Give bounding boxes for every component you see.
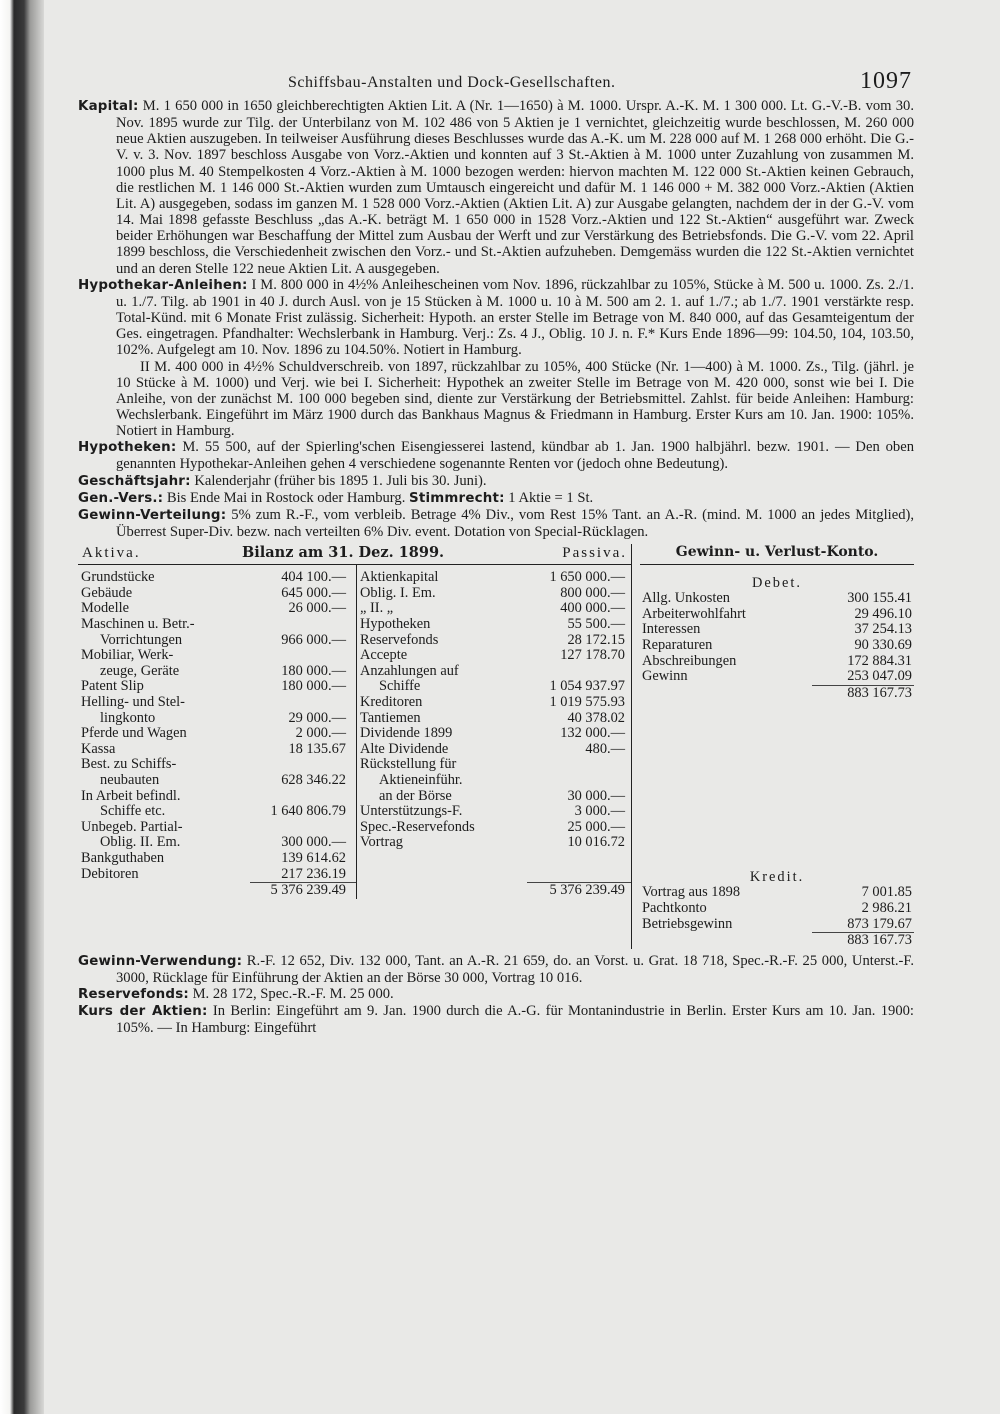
passiva-row-value: 400 000.— <box>560 600 625 617</box>
passiva-row-label: Accepte <box>360 647 408 664</box>
aktiva-row-value <box>250 695 356 711</box>
aktiva-row <box>78 617 356 633</box>
passiva-row <box>357 804 631 820</box>
aktiva-row-label: Mobiliar, Werk- <box>81 647 174 664</box>
kredit-row <box>640 885 914 901</box>
passiva-row-value: 3 000.— <box>574 803 625 820</box>
passiva-row <box>357 835 631 851</box>
aktiva-row-label: Best. zu Schiffs- <box>81 756 177 773</box>
debet-row-label: Interessen <box>642 621 701 638</box>
financial-tables <box>78 544 914 949</box>
aktiva-row-value <box>250 617 356 633</box>
passiva-row-value <box>527 773 631 789</box>
section-label: Gewinn-Verteilung: <box>78 507 227 523</box>
aktiva-total <box>78 882 356 899</box>
aktiva-total-value: 5 376 239.49 <box>250 882 356 899</box>
aktiva-row <box>78 742 356 758</box>
passiva-row <box>357 617 631 633</box>
section-text: Kalenderjahr (früher bis 1895 1. Juli bis 30. Juni). <box>190 472 487 489</box>
passiva-row-label: Aktienkapital <box>360 569 439 586</box>
section-text-stimmrecht: 1 Aktie = 1 St. <box>504 489 594 506</box>
passiva-row-label: Aktieneinführ. <box>379 771 463 788</box>
passiva-row-label: Rückstellung für <box>360 756 457 773</box>
section-text: M. 28 172, Spec.-R.-F. M. 25 000. <box>188 986 394 1003</box>
section-text: R.-F. 12 652, Div. 132 000, Tant. an A.-R. 21 659, do. an Vorst. u. Grat. 18 718, Spec.-R.-F. 25 000, Unterst.-F. 3000, Rücklage für Einführung der Aktien an der Börse 30 000, Vortrag 10 016. <box>116 952 914 986</box>
passiva-row-label: Spec.-Reservefonds <box>360 818 475 835</box>
section-label: Reservefonds: <box>78 987 189 1003</box>
kredit-row-value: 2 986.21 <box>861 899 912 916</box>
debet-row-value: 37 254.13 <box>854 621 912 638</box>
debet-row <box>640 591 914 607</box>
aktiva-row <box>78 820 356 836</box>
aktiva-row <box>78 601 356 617</box>
passiva-spacer <box>357 851 631 867</box>
kredit-row-label: Betriebsgewinn <box>642 915 733 932</box>
passiva-spacer <box>357 867 631 883</box>
aktiva-row-label: Bankguthaben <box>81 849 165 866</box>
debet-row-label: Allg. Unkosten <box>642 590 730 607</box>
aktiva-row-label: Maschinen u. Betr.- <box>81 616 195 632</box>
aktiva-row-value: 300 000.— <box>281 834 346 851</box>
section-gen-vers <box>78 490 914 507</box>
debet-label: Debet. <box>752 575 802 592</box>
aktiva-row-value <box>250 757 356 773</box>
section-gewinn-verwendung <box>78 953 914 986</box>
gewinn-verlust-konto <box>632 544 914 949</box>
header-title: Schiffsbau-Anstalten und Dock-Gesellschaften. <box>288 74 616 91</box>
aktiva-row-value: 645 000.— <box>281 584 346 601</box>
section-text: II M. 400 000 in 4½% Schuldverschreib. von 1897, rückzahlbar zu 105%, 400 Stücke (Nr. 1—400) à M. 1000. Zs., Tilg. (jährl. je 10 Stücke à M. 1000) und Verj. wie bei I. Sicherheit: Hypothek an zweiter Stelle im Betrage von M. 420 000, sonst wie bei I. Die Anleihe, von der zunächst M. 100 000 begeben sind, diente zur Verstärkung der Betriebsmittel. Zahlst. für beide Anleihen: Hamburg: Wechslerbank. Eingeführt im März 1900 durch das Bankhaus Magnus & Friedmann in Hamburg. Erster Kurs am 10. Jan. 1900: 105%. Notiert in Hamburg. <box>116 358 914 440</box>
guv-title: Gewinn- u. Verlust-Konto. <box>640 544 914 565</box>
passiva-row-value: 1 054 937.97 <box>549 678 625 695</box>
passiva-row-value: 25 000.— <box>567 818 625 835</box>
passiva-row-label: Unterstützungs-F. <box>360 803 463 820</box>
aktiva-row-label: Unbegeb. Partial- <box>81 818 183 835</box>
aktiva-row-value: 180 000.— <box>281 678 346 695</box>
debet-row-label: Reparaturen <box>642 637 713 653</box>
passiva-row-label: Dividende 1899 <box>360 725 453 742</box>
bilanz-title: Bilanz am 31. Dez. 1899. <box>242 544 445 562</box>
section-text: In Berlin: Eingeführt am 9. Jan. 1900 durch die A.-G. für Montanindustrie in Berlin. Erster Kurs am 10. Jan. 1900: 105%. — In Hamburg: Eingeführt <box>116 1003 914 1037</box>
aktiva-row-value <box>250 789 356 805</box>
debet-total <box>640 685 914 702</box>
kredit-total <box>640 932 914 949</box>
aktiva-row-label: Grundstücke <box>81 569 155 586</box>
text-bottom <box>78 953 914 1037</box>
passiva-row-label: Schiffe <box>379 678 421 695</box>
aktiva-row-label: neubauten <box>100 771 160 788</box>
section-kurs-der-aktien <box>78 1003 914 1036</box>
passiva-row <box>357 633 631 649</box>
passiva-total-value: 5 376 239.49 <box>527 882 631 899</box>
passiva-row-label: Vortrag <box>360 834 403 851</box>
bilanz-table <box>78 544 632 949</box>
kredit-total-label <box>640 932 812 949</box>
passiva-row-value: 800 000.— <box>560 584 625 601</box>
aktiva-row-value: 404 100.— <box>281 569 346 586</box>
passiva-row-value: 28 172.15 <box>567 631 625 648</box>
aktiva-row-label: Schiffe etc. <box>100 803 166 820</box>
section-label: Hypothekar-Anleihen: <box>78 277 248 293</box>
section-hypothekar-anleihen <box>78 277 914 359</box>
passiva-row-label: Tantiemen <box>360 709 421 726</box>
aktiva-row-label: Oblig. II. Em. <box>100 834 181 851</box>
aktiva-row <box>78 757 356 773</box>
aktiva-row-value: 139 614.62 <box>281 849 346 866</box>
aktiva-row <box>78 835 356 851</box>
aktiva-total-label <box>78 882 250 899</box>
section-label: Gen.-Vers.: <box>78 490 164 506</box>
kredit-row-value: 873 179.67 <box>847 915 912 932</box>
aktiva-row <box>78 773 356 789</box>
aktiva-row <box>78 851 356 867</box>
section-text: M. 1 650 000 in 1650 gleichberechtigten Aktien Lit. A (Nr. 1—1650) à M. 1000. Urspr. A.-K. M. 1 300 000. Lt. G.-V.-B. vom 30. Nov. 1895 wurde zur Tilg. der Unterbilanz von M. 102 486 von 5 Aktien je 1 vernichtet, gleichzeitig wurde beschlossen, M. 260 000 neue Aktien auszugeben. In teilweiser Ausführung dieses Beschlusses wurde das A.-K. um M. 228 000 auf M. 1 268 000 erhöht. Die G.-V. v. 3. Nov. 1897 beschloss Ausgabe von Vorz.-Aktien und konnten auf 3 St.-Aktien à M. 1000 unter Zuzahlung von zusammen M. 1000 plus M. 40 Stempelkosten 4 Vorz.-Aktien à M. 1000 bezogen werden: hiervon machten M. 122 000 St.-Aktien keinen Gebrauch, die restlichen M. 1 146 000 St.-Aktien wurden zum Umtausch eingereicht und dafür M. 1 146 000 + M. 382 000 Vorz.-Aktien (Aktien Lit. A) ausgegeben, sodass im ganzen M. 1 528 000 Vorz.-Aktien (Aktien Lit. A) zur Ausgabe gelangten, nachdem der in der G.-V. vom 14. Mai 1898 gefasste Beschluss „das A.-K. beträgt M. 1 650 000 in 1528 Vorz.-Aktien und 122 St.-Aktien“ ausgeführt war. Zweck beider Erhöhungen war Beschaffung der Mittel zum Ausbau der Werft und zur Verstärkung des Betriebsfonds. Die G.-V. vom 22. April 1899 beschloss, die Verschiedenheit zwischen den Vorz.- und St.-Aktien aufzuheben. Demgemäss wurden die 122 St.-Aktien vernichtet und an deren Stelle 122 neue Aktien Lit. A ausgegeben. <box>116 98 914 277</box>
bilanz-header <box>78 544 631 565</box>
aktiva-row <box>78 867 356 883</box>
guv-body <box>640 565 914 949</box>
passiva-row-value <box>527 757 631 773</box>
aktiva-row <box>78 679 356 695</box>
passiva-total-label <box>357 882 527 899</box>
passiva-row <box>357 570 631 586</box>
passiva-row-value: 40 378.02 <box>567 709 625 726</box>
aktiva-row <box>78 789 356 805</box>
text-top <box>78 98 914 540</box>
passiva-row <box>357 586 631 602</box>
section-hypotheken <box>78 439 914 472</box>
passiva-row-label: Reservefonds <box>360 631 439 648</box>
passiva-row <box>357 711 631 727</box>
debet-row <box>640 607 914 623</box>
aktiva-row <box>78 664 356 680</box>
section-kapital <box>78 98 914 277</box>
passiva-row-value: 480.— <box>585 740 625 757</box>
kredit-row <box>640 917 914 933</box>
passiva-row-value: 30 000.— <box>567 787 625 804</box>
aktiva-row-value: 29 000.— <box>288 709 346 726</box>
section-text: 5% zum R.-F., vom verbleib. Betrage 4% Div., vom Rest 15% Tant. an A.-R. (mind. M. 1000 an jedes Mitglied), Überrest Super-Div. bezw. nach verteilten 6% Div. event. Dotation von Special-Rücklagen. <box>116 506 914 541</box>
debet-row <box>640 622 914 638</box>
kredit-label: Kredit. <box>749 869 805 886</box>
passiva-row-label: Anzahlungen auf <box>360 662 459 679</box>
aktiva-row-label: Debitoren <box>81 865 139 882</box>
passiva-row-label: an der Börse <box>379 787 452 804</box>
passiva-row-value: 1 650 000.— <box>549 569 625 586</box>
passiva-row-label: Alte Dividende <box>360 740 449 757</box>
debet-row-value: 90 330.69 <box>854 637 912 653</box>
aktiva-row <box>78 570 356 586</box>
page-number: 1097 <box>860 68 912 94</box>
debet-total-label <box>640 685 812 702</box>
aktiva-row <box>78 711 356 727</box>
passiva-row <box>357 601 631 617</box>
debet-row-label: Abschreibungen <box>642 652 737 669</box>
kredit-total-value: 883 167.73 <box>812 932 914 949</box>
passiva-row-value: 55 500.— <box>567 616 625 632</box>
aktiva-row-label: Pferde und Wagen <box>81 725 187 742</box>
kredit-row <box>640 901 914 917</box>
debet-row <box>640 638 914 654</box>
aktiva-row <box>78 586 356 602</box>
aktiva-row-value <box>250 820 356 836</box>
passiva-row-label: Oblig. I. Em. <box>360 584 436 601</box>
kredit-row-label: Pachtkonto <box>642 899 707 916</box>
section-hypothekar-anleihe-ii <box>78 359 914 440</box>
kredit-row-label: Vortrag aus 1898 <box>642 884 741 901</box>
aktiva-row-value: 18 135.67 <box>288 740 346 757</box>
document-page <box>78 68 914 1037</box>
aktiva-row-value: 966 000.— <box>281 631 346 648</box>
aktiva-column <box>78 565 357 898</box>
aktiva-row-value: 2 000.— <box>295 725 346 742</box>
passiva-total <box>357 882 631 899</box>
passiva-row <box>357 757 631 773</box>
debet-row-value: 253 047.09 <box>847 668 912 685</box>
passiva-row-label: „ II. „ <box>360 600 394 617</box>
aktiva-row <box>78 633 356 649</box>
section-geschaeftsjahr <box>78 473 914 490</box>
passiva-row-value: 1 019 575.93 <box>549 693 625 710</box>
passiva-column <box>357 565 631 898</box>
passiva-row <box>357 695 631 711</box>
debet-total-value: 883 167.73 <box>812 685 914 702</box>
section-gewinn-verteilung <box>78 507 914 540</box>
aktiva-row-value <box>250 648 356 664</box>
aktiva-row-label: Gebäude <box>81 584 133 601</box>
aktiva-row-label: Kassa <box>81 740 116 757</box>
passiva-row <box>357 742 631 758</box>
aktiva-row-label: Vorrichtungen <box>100 631 183 648</box>
passiva-row-value: 132 000.— <box>560 725 625 742</box>
book-spine-shadow <box>0 0 44 1414</box>
aktiva-row-value: 628 346.22 <box>281 771 346 788</box>
aktiva-row-label: Patent Slip <box>81 678 144 695</box>
aktiva-row-value: 1 640 806.79 <box>270 803 346 820</box>
aktiva-row-label: Helling- und Stel- <box>81 693 185 710</box>
aktiva-label: Aktiva. <box>82 545 141 562</box>
section-label: Kapital: <box>78 99 139 114</box>
passiva-row-label: Kreditoren <box>360 693 423 710</box>
debet-row-label: Gewinn <box>642 668 688 685</box>
running-header <box>78 68 914 98</box>
section-label: Hypotheken: <box>78 440 177 456</box>
section-reservefonds <box>78 986 914 1003</box>
passiva-row <box>357 648 631 664</box>
passiva-row-label: Hypotheken <box>360 616 431 632</box>
passiva-row <box>357 679 631 695</box>
section-label-stimmrecht: Stimmrecht: <box>409 490 505 506</box>
kredit-row-value: 7 001.85 <box>861 884 912 901</box>
section-label: Geschäftsjahr: <box>78 473 191 489</box>
aktiva-row <box>78 695 356 711</box>
passiva-row <box>357 820 631 836</box>
debet-row-value: 29 496.10 <box>854 605 912 622</box>
passiva-row <box>357 789 631 805</box>
passiva-row-value: 10 016.72 <box>567 834 625 851</box>
aktiva-row-value: 180 000.— <box>281 662 346 679</box>
aktiva-row-label: Modelle <box>81 600 129 617</box>
section-text: I M. 800 000 in 4½% Anleihescheinen vom Nov. 1896, rückzahlbar zu 105%, Stücke à M. 500 u. 1000. Zs. 2./1. u. 1./7. Tilg. ab 1901 in 40 J. durch Ausl. von je 15 Stücken à M. 1000 u. 10 à M. 500 am 2. 1. auf 1./7.; ab 1./7. 1901 verstärkte resp. Total-Künd. mit 6 Monate Frist zulässig. Sicherheit: Hypoth. an erster Stelle im Betrage von M. 840 000, auf das Gesamteigentum der Ges. eingetragen. Pfandhalter: Wechslerbank in Hamburg. Verj.: Zs. 4 J., Oblig. 10 J. n. F.* Kurs Ende 1896—99: 104.50, 104, 103.50, 102%. Aufgelegt am 10. Nov. 1896 zu 104.50%. Notiert in Hamburg. <box>116 276 914 359</box>
debet-row <box>640 654 914 670</box>
passiva-row <box>357 664 631 680</box>
section-text: Bis Ende Mai in Rostock oder Hamburg. <box>163 489 409 506</box>
aktiva-row-value: 217 236.19 <box>281 865 346 882</box>
aktiva-row-label: lingkonto <box>100 709 156 726</box>
passiva-row-value: 127 178.70 <box>560 647 625 664</box>
aktiva-row-value: 26 000.— <box>288 600 346 617</box>
aktiva-row <box>78 726 356 742</box>
passiva-row-value <box>527 664 631 680</box>
aktiva-row-label: In Arbeit befindl. <box>81 787 181 804</box>
passiva-row <box>357 726 631 742</box>
passiva-row <box>357 773 631 789</box>
aktiva-row-label: zeuge, Geräte <box>100 662 180 679</box>
section-label: Gewinn-Verwendung: <box>78 953 243 969</box>
debet-row <box>640 669 914 685</box>
section-label: Kurs der Aktien: <box>78 1004 208 1020</box>
debet-row-label: Arbeiterwohlfahrt <box>642 605 746 622</box>
debet-row-value: 172 884.31 <box>847 652 912 669</box>
section-text: M. 55 500, auf der Spierling'schen Eisengiesserei lastend, kündbar ab 1. Jan. 1900 halbjährl. bezw. 1901. — Den oben genannten Hypothekar-Anleihen gehen 4 verschiedene sogenannte Renten vor (jedoch ohne Bedeutung). <box>116 439 914 473</box>
passiva-label: Passiva. <box>562 545 627 562</box>
aktiva-row <box>78 804 356 820</box>
debet-row-value: 300 155.41 <box>847 590 912 607</box>
aktiva-row <box>78 648 356 664</box>
